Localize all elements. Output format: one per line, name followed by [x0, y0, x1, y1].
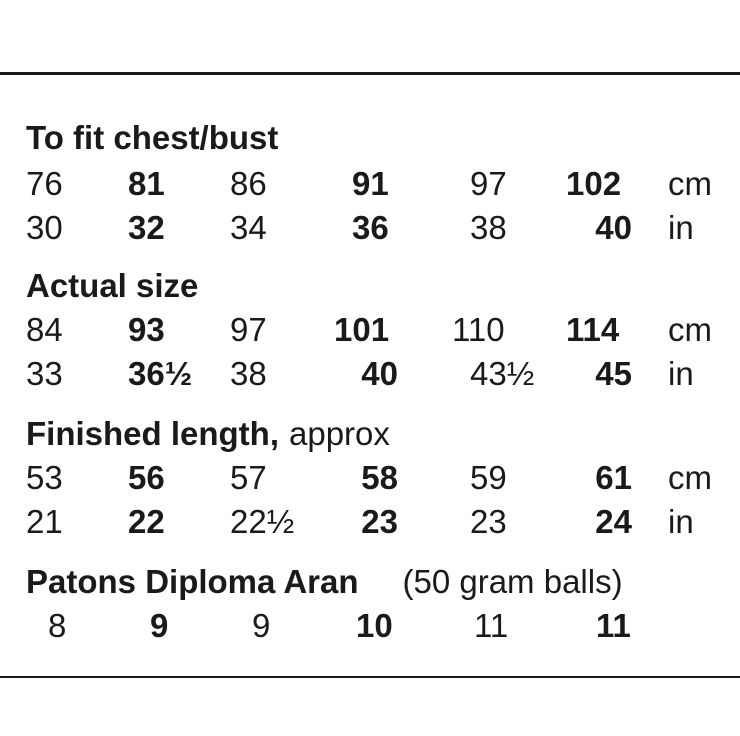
unit-label: cm	[668, 311, 712, 348]
size-value: 76	[26, 165, 63, 202]
size-value: 40	[595, 209, 632, 246]
size-value: 22	[128, 503, 165, 540]
heading-bold-text: To fit chest/bust	[26, 119, 279, 156]
section-heading	[26, 564, 623, 600]
size-value: 97	[470, 165, 507, 202]
size-value: 97	[230, 311, 267, 348]
top-rule	[0, 72, 740, 75]
size-value: 58	[361, 459, 398, 496]
size-value: 110	[452, 311, 505, 348]
unit-label: cm	[668, 459, 712, 496]
balls-value: 11	[596, 607, 631, 644]
size-value: 33	[26, 355, 63, 392]
size-row-in	[0, 502, 740, 542]
size-value: 57	[230, 459, 267, 496]
size-row-cm	[0, 164, 740, 204]
bottom-rule	[0, 676, 740, 678]
balls-value: 8	[48, 607, 67, 644]
size-value: 114	[566, 311, 620, 348]
size-row-in	[0, 208, 740, 248]
heading-normal-text: approx	[289, 415, 390, 452]
size-value: 23	[470, 503, 507, 540]
size-row-in	[0, 354, 740, 394]
size-value: 59	[470, 459, 507, 496]
heading-bold-text: Patons Diploma Aran	[26, 563, 359, 600]
size-value: 21	[26, 503, 63, 540]
size-value: 43½	[470, 355, 535, 392]
size-value: 86	[230, 165, 267, 202]
size-value: 53	[26, 459, 63, 496]
size-value: 38	[470, 209, 507, 246]
size-value: 56	[128, 459, 165, 496]
size-value: 61	[595, 459, 632, 496]
size-value: 101	[334, 311, 390, 348]
size-value: 102	[566, 165, 622, 202]
size-value: 93	[128, 311, 165, 348]
heading-bold-text: Finished length,	[26, 415, 279, 452]
size-row-cm	[0, 458, 740, 498]
size-value: 36	[352, 209, 389, 246]
size-value: 38	[230, 355, 267, 392]
balls-value: 9	[150, 607, 169, 644]
section-heading	[26, 120, 278, 156]
size-value: 81	[128, 165, 165, 202]
unit-label: cm	[668, 165, 712, 202]
size-value: 23	[361, 503, 398, 540]
section-heading	[26, 416, 390, 452]
size-value: 36½	[128, 355, 193, 392]
balls-row	[0, 606, 740, 646]
section-heading	[26, 268, 198, 304]
size-value: 91	[352, 165, 389, 202]
unit-label: in	[668, 355, 694, 392]
heading-normal-text: (50 gram balls)	[402, 563, 623, 600]
size-value: 34	[230, 209, 267, 246]
balls-value: 10	[356, 607, 393, 644]
size-value: 22½	[230, 503, 295, 540]
size-value: 30	[26, 209, 63, 246]
size-value: 32	[128, 209, 165, 246]
heading-bold-text: Actual size	[26, 267, 199, 304]
balls-value: 11	[474, 607, 509, 644]
size-row-cm	[0, 310, 740, 350]
unit-label: in	[668, 209, 694, 246]
unit-label: in	[668, 503, 694, 540]
size-value: 45	[595, 355, 632, 392]
balls-value: 9	[252, 607, 271, 644]
size-value: 84	[26, 311, 63, 348]
size-value: 24	[595, 503, 632, 540]
size-value: 40	[361, 355, 398, 392]
